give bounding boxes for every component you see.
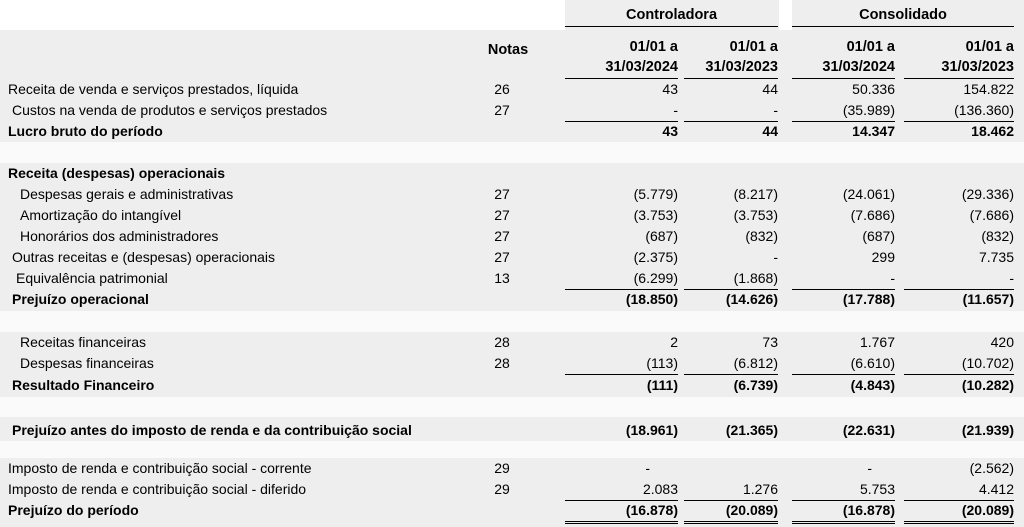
row-nota: 27 xyxy=(494,249,510,265)
row-c3: (24.061) xyxy=(842,186,895,202)
row-c4: 420 xyxy=(990,334,1014,350)
total-double-line xyxy=(565,523,678,524)
row-label: Outras receitas e (despesas) operacionais xyxy=(12,249,276,265)
row-c4: (20.089) xyxy=(961,502,1014,518)
table-row-total xyxy=(0,289,1024,310)
table-row-total xyxy=(0,121,1024,142)
row-c1: 2.083 xyxy=(642,481,678,497)
row-c3: (16.878) xyxy=(842,502,895,518)
col4-header-line1: 01/01 a xyxy=(965,39,1014,55)
row-c4: (832) xyxy=(981,228,1014,244)
row-c3: - xyxy=(890,270,895,286)
row-c2: (8.217) xyxy=(733,186,778,202)
table-row xyxy=(0,226,1024,247)
row-c3: (7.686) xyxy=(850,207,895,223)
row-label: Despesas financeiras xyxy=(20,355,154,371)
row-c1: - xyxy=(673,102,678,118)
group-consolidado: Consolidado xyxy=(859,7,947,23)
row-label: Resultado Financeiro xyxy=(12,377,155,393)
col2-header-line2: 31/03/2023 xyxy=(705,59,778,75)
table-row xyxy=(0,247,1024,268)
total-double-line xyxy=(904,521,1014,522)
row-label: Amortização do intangível xyxy=(20,207,182,223)
row-c1: 43 xyxy=(662,123,678,139)
row-c2: 44 xyxy=(762,81,778,97)
row-c4: (11.657) xyxy=(962,291,1014,307)
row-c3: 299 xyxy=(871,249,895,265)
row-c4: (136.360) xyxy=(954,102,1014,118)
row-label: Despesas gerais e administrativas xyxy=(20,186,234,202)
row-c2: (3.753) xyxy=(733,207,778,223)
row-c1: (113) xyxy=(646,355,678,371)
consolidado-underline xyxy=(792,26,1014,27)
row-label: Receitas financeiras xyxy=(20,334,147,350)
row-c2: (14.626) xyxy=(725,291,778,307)
row-c2: (832) xyxy=(745,228,778,244)
col2-header xyxy=(684,37,778,77)
row-nota: 13 xyxy=(494,270,510,286)
col3-header xyxy=(792,37,895,77)
row-c4: 18.462 xyxy=(971,123,1014,139)
total-double-line xyxy=(792,521,895,522)
row-c1: (16.878) xyxy=(625,502,678,518)
row-c4: (10.702) xyxy=(961,355,1014,371)
row-c3: - xyxy=(867,460,872,476)
row-c4: (10.282) xyxy=(961,377,1014,393)
row-c2: (21.365) xyxy=(725,422,778,438)
row-c2: 73 xyxy=(762,334,778,350)
table-row xyxy=(0,100,1024,121)
row-c1: (6.299) xyxy=(633,270,678,286)
table-row xyxy=(0,458,1024,479)
row-c1: 2 xyxy=(670,334,678,350)
row-nota: 27 xyxy=(494,186,510,202)
row-c1: 43 xyxy=(662,81,678,97)
table-row xyxy=(0,205,1024,226)
row-label: Imposto de renda e contribuição social - diferido xyxy=(8,481,307,497)
col2-header-line1: 01/01 a xyxy=(729,39,778,55)
row-c1: (18.850) xyxy=(625,291,678,307)
row-c4: (7.686) xyxy=(969,207,1014,223)
total-double-line xyxy=(904,523,1014,524)
row-c3: 1.767 xyxy=(859,334,895,350)
row-c3: (4.843) xyxy=(850,377,895,393)
row-c3: 14.347 xyxy=(852,123,895,139)
row-label: Prejuízo do período xyxy=(8,502,139,518)
row-label: Equivalência patrimonial xyxy=(16,270,168,286)
row-c4: 4.412 xyxy=(978,481,1014,497)
table-row-total xyxy=(0,500,1024,521)
row-c1: (3.753) xyxy=(633,207,678,223)
total-double-line xyxy=(684,521,778,522)
table-row xyxy=(0,268,1024,289)
table-row xyxy=(0,79,1024,100)
table-row xyxy=(0,353,1024,374)
row-nota: 26 xyxy=(494,81,510,97)
row-c2: - xyxy=(773,249,778,265)
col4-header xyxy=(904,37,1014,77)
row-c3: 50.336 xyxy=(852,81,895,97)
row-c4: (2.562) xyxy=(969,460,1014,476)
row-label: Receita (despesas) operacionais xyxy=(8,165,226,181)
row-c1: (687) xyxy=(645,228,678,244)
row-c4: 7.735 xyxy=(978,249,1014,265)
table-row xyxy=(0,479,1024,500)
row-nota: 28 xyxy=(494,355,510,371)
table-row-total xyxy=(0,420,1024,441)
row-c2: - xyxy=(773,102,778,118)
row-label: Custos na venda de produtos e serviços prestados xyxy=(12,102,328,118)
table-row xyxy=(0,332,1024,353)
row-c3: (6.610) xyxy=(850,355,895,371)
col3-header-line2: 31/03/2024 xyxy=(822,59,895,75)
total-double-line xyxy=(792,523,895,524)
row-label: Receita de venda e serviços prestados, líquida xyxy=(8,81,299,97)
notas-header: Notas xyxy=(487,42,529,58)
total-double-line xyxy=(684,523,778,524)
col4-header-line2: 31/03/2023 xyxy=(941,59,1014,75)
row-c3: (35.989) xyxy=(842,102,895,118)
row-c4: (29.336) xyxy=(961,186,1014,202)
row-label: Prejuízo antes do imposto de renda e da contribuição social xyxy=(12,422,412,438)
row-c1: (18.961) xyxy=(625,422,678,438)
row-label: Imposto de renda e contribuição social - corrente xyxy=(8,460,312,476)
row-c2: 1.276 xyxy=(742,481,778,497)
col1-header-line2: 31/03/2024 xyxy=(605,59,678,75)
section-heading xyxy=(0,163,1024,184)
row-c2: 44 xyxy=(762,123,778,139)
row-c1: (111) xyxy=(646,377,678,393)
row-c2: (6.812) xyxy=(733,355,778,371)
row-c3: 5.753 xyxy=(859,481,895,497)
row-label: Prejuízo operacional xyxy=(12,291,149,307)
row-c4: 154.822 xyxy=(963,81,1014,97)
table-row xyxy=(0,184,1024,205)
row-nota: 27 xyxy=(494,207,510,223)
row-c2: (6.739) xyxy=(733,377,778,393)
row-nota: 29 xyxy=(494,481,510,497)
row-label: Lucro bruto do período xyxy=(8,123,163,139)
row-c1: (5.779) xyxy=(633,186,678,202)
row-nota: 27 xyxy=(494,228,510,244)
row-label: Honorários dos administradores xyxy=(20,228,219,244)
row-c1: - xyxy=(645,460,650,476)
row-c2: (1.868) xyxy=(733,270,778,286)
row-c4: (21.939) xyxy=(961,422,1014,438)
row-c3: (22.631) xyxy=(842,422,895,438)
row-c4: - xyxy=(1009,270,1014,286)
controladora-underline xyxy=(565,26,778,27)
row-c1: (2.375) xyxy=(633,249,678,265)
row-nota: 29 xyxy=(494,460,510,476)
total-double-line xyxy=(565,521,678,522)
group-controladora: Controladora xyxy=(625,7,718,23)
row-c3: (687) xyxy=(862,228,895,244)
row-nota: 27 xyxy=(494,102,510,118)
row-nota: 28 xyxy=(494,334,510,350)
table-row-total xyxy=(0,375,1024,396)
row-c3: (17.788) xyxy=(842,291,895,307)
col1-header xyxy=(565,37,678,77)
col1-header-line1: 01/01 a xyxy=(629,39,678,55)
row-c2: (20.089) xyxy=(725,502,778,518)
col3-header-line1: 01/01 a xyxy=(846,39,895,55)
